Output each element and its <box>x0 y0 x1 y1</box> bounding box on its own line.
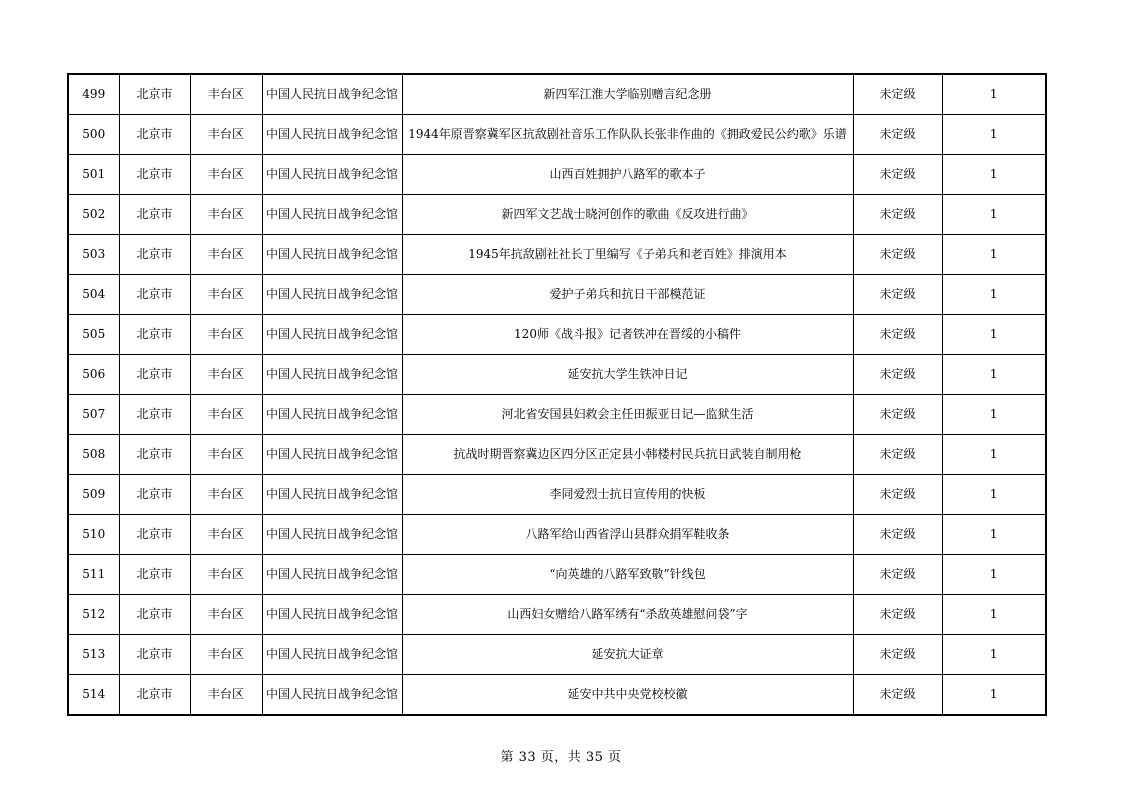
city-cell: 北京市 <box>119 195 190 235</box>
serial-number-cell: 503 <box>68 235 119 275</box>
city-cell: 北京市 <box>119 515 190 555</box>
item-name-cell: 新四军文艺战士晓河创作的歌曲《反攻进行曲》 <box>402 195 853 235</box>
serial-number-cell: 510 <box>68 515 119 555</box>
institution-cell: 中国人民抗日战争纪念馆 <box>262 155 402 195</box>
city-cell: 北京市 <box>119 475 190 515</box>
page-footer: 第 33 页，共 35 页 <box>500 750 622 765</box>
district-cell: 丰台区 <box>190 315 262 355</box>
institution-cell: 中国人民抗日战争纪念馆 <box>262 235 402 275</box>
serial-number-cell: 508 <box>68 435 119 475</box>
serial-number-cell: 500 <box>68 115 119 155</box>
quantity-cell: 1 <box>942 355 1046 395</box>
table-row <box>68 435 1046 475</box>
district-cell: 丰台区 <box>190 435 262 475</box>
institution-cell: 中国人民抗日战争纪念馆 <box>262 355 402 395</box>
grade-cell: 未定级 <box>853 355 942 395</box>
item-name-cell: 1944年原晋察冀军区抗敌剧社音乐工作队队长张非作曲的《拥政爱民公约歌》乐谱 <box>402 115 853 155</box>
table-row <box>68 395 1046 435</box>
institution-cell: 中国人民抗日战争纪念馆 <box>262 315 402 355</box>
serial-number-cell: 505 <box>68 315 119 355</box>
item-name-cell: 八路军给山西省浮山县群众捐军鞋收条 <box>402 515 853 555</box>
institution-cell: 中国人民抗日战争纪念馆 <box>262 635 402 675</box>
quantity-cell: 1 <box>942 155 1046 195</box>
district-cell: 丰台区 <box>190 235 262 275</box>
quantity-cell: 1 <box>942 515 1046 555</box>
quantity-cell: 1 <box>942 235 1046 275</box>
item-name-cell: 1945年抗敌剧社社长丁里编写《子弟兵和老百姓》排演用本 <box>402 235 853 275</box>
item-name-cell: 抗战时期晋察冀边区四分区正定县小韩楼村民兵抗日武装自制用枪 <box>402 435 853 475</box>
institution-cell: 中国人民抗日战争纪念馆 <box>262 515 402 555</box>
district-cell: 丰台区 <box>190 595 262 635</box>
serial-number-cell: 504 <box>68 275 119 315</box>
serial-number-cell: 507 <box>68 395 119 435</box>
city-cell: 北京市 <box>119 155 190 195</box>
grade-cell: 未定级 <box>853 155 942 195</box>
item-name-cell: 新四军江淮大学临别赠言纪念册 <box>402 74 853 115</box>
city-cell: 北京市 <box>119 395 190 435</box>
city-cell: 北京市 <box>119 275 190 315</box>
table-row <box>68 635 1046 675</box>
serial-number-cell: 509 <box>68 475 119 515</box>
table-row <box>68 515 1046 555</box>
quantity-cell: 1 <box>942 315 1046 355</box>
district-cell: 丰台区 <box>190 395 262 435</box>
quantity-cell: 1 <box>942 195 1046 235</box>
quantity-cell: 1 <box>942 275 1046 315</box>
table-row <box>68 195 1046 235</box>
district-cell: 丰台区 <box>190 74 262 115</box>
district-cell: 丰台区 <box>190 515 262 555</box>
district-cell: 丰台区 <box>190 555 262 595</box>
item-name-cell: 延安抗大学生铁冲日记 <box>402 355 853 395</box>
institution-cell: 中国人民抗日战争纪念馆 <box>262 675 402 716</box>
table-row <box>68 315 1046 355</box>
quantity-cell: 1 <box>942 475 1046 515</box>
grade-cell: 未定级 <box>853 555 942 595</box>
city-cell: 北京市 <box>119 235 190 275</box>
serial-number-cell: 513 <box>68 635 119 675</box>
district-cell: 丰台区 <box>190 635 262 675</box>
item-name-cell: 120师《战斗报》记者铁冲在晋绥的小稿件 <box>402 315 853 355</box>
table-body <box>68 74 1046 715</box>
table-row <box>68 355 1046 395</box>
district-cell: 丰台区 <box>190 155 262 195</box>
grade-cell: 未定级 <box>853 74 942 115</box>
item-name-cell: 山西百姓拥护八路军的歌本子 <box>402 155 853 195</box>
item-name-cell: 爱护子弟兵和抗日干部模范证 <box>402 275 853 315</box>
item-name-cell: 山西妇女赠给八路军绣有“杀敌英雄慰问袋”字 <box>402 595 853 635</box>
serial-number-cell: 501 <box>68 155 119 195</box>
quantity-cell: 1 <box>942 395 1046 435</box>
item-name-cell: 延安中共中央党校校徽 <box>402 675 853 716</box>
grade-cell: 未定级 <box>853 675 942 716</box>
grade-cell: 未定级 <box>853 275 942 315</box>
district-cell: 丰台区 <box>190 475 262 515</box>
grade-cell: 未定级 <box>853 195 942 235</box>
item-name-cell: 李同爱烈士抗日宣传用的快板 <box>402 475 853 515</box>
table-row <box>68 595 1046 635</box>
serial-number-cell: 514 <box>68 675 119 716</box>
institution-cell: 中国人民抗日战争纪念馆 <box>262 555 402 595</box>
grade-cell: 未定级 <box>853 235 942 275</box>
grade-cell: 未定级 <box>853 475 942 515</box>
institution-cell: 中国人民抗日战争纪念馆 <box>262 115 402 155</box>
serial-number-cell: 512 <box>68 595 119 635</box>
serial-number-cell: 506 <box>68 355 119 395</box>
item-name-cell: “向英雄的八路军致敬”针线包 <box>402 555 853 595</box>
table-row <box>68 675 1046 716</box>
table-row <box>68 115 1046 155</box>
quantity-cell: 1 <box>942 675 1046 716</box>
institution-cell: 中国人民抗日战争纪念馆 <box>262 435 402 475</box>
district-cell: 丰台区 <box>190 355 262 395</box>
table-row <box>68 475 1046 515</box>
serial-number-cell: 511 <box>68 555 119 595</box>
serial-number-cell: 502 <box>68 195 119 235</box>
district-cell: 丰台区 <box>190 275 262 315</box>
city-cell: 北京市 <box>119 635 190 675</box>
institution-cell: 中国人民抗日战争纪念馆 <box>262 475 402 515</box>
table-row <box>68 155 1046 195</box>
grade-cell: 未定级 <box>853 595 942 635</box>
table-row <box>68 275 1046 315</box>
collection-table <box>67 73 1047 716</box>
item-name-cell: 河北省安国县妇救会主任田振亚日记—监狱生活 <box>402 395 853 435</box>
table-row <box>68 235 1046 275</box>
grade-cell: 未定级 <box>853 395 942 435</box>
city-cell: 北京市 <box>119 595 190 635</box>
quantity-cell: 1 <box>942 435 1046 475</box>
institution-cell: 中国人民抗日战争纪念馆 <box>262 395 402 435</box>
district-cell: 丰台区 <box>190 675 262 716</box>
city-cell: 北京市 <box>119 355 190 395</box>
city-cell: 北京市 <box>119 315 190 355</box>
institution-cell: 中国人民抗日战争纪念馆 <box>262 195 402 235</box>
table-row <box>68 74 1046 115</box>
quantity-cell: 1 <box>942 635 1046 675</box>
city-cell: 北京市 <box>119 675 190 716</box>
city-cell: 北京市 <box>119 115 190 155</box>
quantity-cell: 1 <box>942 595 1046 635</box>
city-cell: 北京市 <box>119 435 190 475</box>
item-name-cell: 延安抗大证章 <box>402 635 853 675</box>
quantity-cell: 1 <box>942 74 1046 115</box>
district-cell: 丰台区 <box>190 195 262 235</box>
district-cell: 丰台区 <box>190 115 262 155</box>
grade-cell: 未定级 <box>853 115 942 155</box>
quantity-cell: 1 <box>942 115 1046 155</box>
city-cell: 北京市 <box>119 74 190 115</box>
serial-number-cell: 499 <box>68 74 119 115</box>
quantity-cell: 1 <box>942 555 1046 595</box>
grade-cell: 未定级 <box>853 315 942 355</box>
city-cell: 北京市 <box>119 555 190 595</box>
grade-cell: 未定级 <box>853 515 942 555</box>
institution-cell: 中国人民抗日战争纪念馆 <box>262 275 402 315</box>
institution-cell: 中国人民抗日战争纪念馆 <box>262 595 402 635</box>
grade-cell: 未定级 <box>853 435 942 475</box>
institution-cell: 中国人民抗日战争纪念馆 <box>262 74 402 115</box>
table-row <box>68 555 1046 595</box>
grade-cell: 未定级 <box>853 635 942 675</box>
